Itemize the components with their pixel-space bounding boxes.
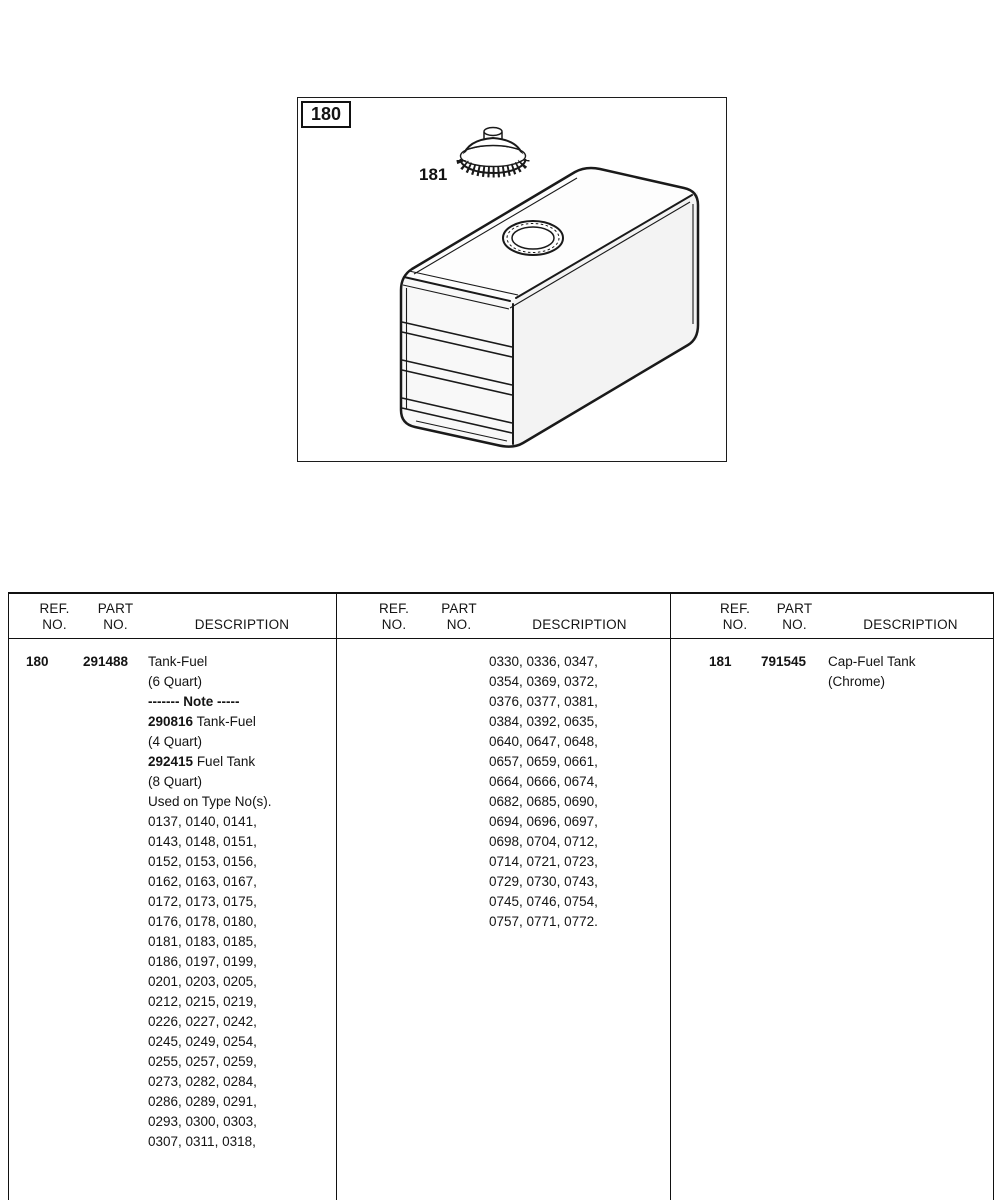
type-number-line: 0293, 0300, 0303,	[148, 1114, 257, 1129]
description-line: (6 Quart)	[148, 674, 203, 689]
note-line: ------- Note -----	[148, 694, 240, 709]
part-name-inline: Tank-Fuel	[193, 714, 256, 729]
header-description: DESCRIPTION	[194, 617, 290, 632]
type-number-line: 0186, 0197, 0199,	[148, 954, 257, 969]
type-number-line: 0172, 0173, 0175,	[148, 894, 257, 909]
table-column-1	[9, 594, 337, 1200]
parts-diagram-panel	[297, 97, 727, 462]
header-part-line2: NO.	[782, 617, 807, 632]
header-ref-line1: REF.	[719, 601, 751, 616]
description-line: (8 Quart)	[148, 774, 203, 789]
parts-table	[8, 592, 994, 1200]
table-column-2	[337, 594, 671, 1200]
type-number-line: 0682, 0685, 0690,	[489, 794, 598, 809]
table-header	[9, 594, 336, 639]
description-line: (4 Quart)	[148, 734, 203, 749]
header-part-line2: NO.	[446, 617, 472, 632]
description-cell	[148, 652, 336, 1152]
description-line	[148, 752, 332, 772]
header-ref-line2: NO.	[42, 617, 67, 632]
fuel-tank-body	[401, 166, 698, 449]
part-no-cell: 291488	[83, 654, 129, 669]
fuel-tank-illustration	[298, 98, 728, 463]
type-number-line: 0181, 0183, 0185,	[148, 934, 257, 949]
type-number-line: 0226, 0227, 0242,	[148, 1014, 257, 1029]
type-number-line: 0212, 0215, 0219,	[148, 994, 257, 1009]
header-description: DESCRIPTION	[863, 617, 958, 632]
type-number-line: 0330, 0336, 0347,	[489, 654, 598, 669]
fuel-cap	[460, 128, 526, 175]
table-entry-180	[9, 639, 336, 1152]
type-number-line: 0137, 0140, 0141,	[148, 814, 257, 829]
type-number-line: 0286, 0289, 0291,	[148, 1094, 257, 1109]
ref-no-cell: 181	[709, 654, 732, 669]
type-number-line: 0384, 0392, 0635,	[489, 714, 598, 729]
type-number-line: 0255, 0257, 0259,	[148, 1054, 257, 1069]
description-line: Tank-Fuel	[148, 654, 208, 669]
ref-no-cell: 180	[26, 654, 49, 669]
description-line: (Chrome)	[828, 674, 886, 689]
header-part-no	[429, 601, 489, 633]
filler-neck	[503, 221, 563, 255]
type-number-line: 0176, 0178, 0180,	[148, 914, 257, 929]
type-number-line: 0729, 0730, 0743,	[489, 874, 598, 889]
part-name-inline: Fuel Tank	[193, 754, 256, 769]
header-ref-no	[26, 601, 83, 633]
type-number-line: 0376, 0377, 0381,	[489, 694, 598, 709]
type-number-line: 0354, 0369, 0372,	[489, 674, 598, 689]
header-ref-line1: REF.	[378, 601, 410, 616]
type-number-line: 0640, 0647, 0648,	[489, 734, 598, 749]
part-number-inline: 290816	[148, 714, 194, 729]
description-cell	[489, 652, 670, 932]
type-number-line: 0745, 0746, 0754,	[489, 894, 598, 909]
table-entry-181	[671, 639, 993, 692]
type-number-line: 0714, 0721, 0723,	[489, 854, 598, 869]
type-number-line: 0152, 0153, 0156,	[148, 854, 257, 869]
header-part-line1: PART	[97, 601, 134, 616]
type-number-line: 0143, 0148, 0151,	[148, 834, 257, 849]
type-number-line: 0694, 0696, 0697,	[489, 814, 598, 829]
type-number-line: 0245, 0249, 0254,	[148, 1034, 257, 1049]
type-number-line: 0201, 0203, 0205,	[148, 974, 257, 989]
type-number-line: 0757, 0771, 0772.	[489, 914, 598, 929]
header-part-line2: NO.	[103, 617, 128, 632]
part-no-cell: 791545	[761, 654, 807, 669]
table-header	[337, 594, 670, 639]
type-number-line: 0273, 0282, 0284,	[148, 1074, 257, 1089]
part-number-inline: 292415	[148, 754, 194, 769]
type-number-line: 0657, 0659, 0661,	[489, 754, 598, 769]
header-part-no	[83, 601, 148, 633]
type-number-line: 0307, 0311, 0318,	[148, 1134, 256, 1149]
header-part-line1: PART	[441, 601, 477, 616]
header-ref-no	[709, 601, 761, 633]
description-cell	[828, 652, 993, 692]
diagram-ref-number-box: 180	[301, 101, 351, 128]
type-number-list	[148, 812, 332, 1152]
description-line	[148, 712, 332, 732]
header-ref-line1: REF.	[39, 601, 70, 616]
header-ref-line2: NO.	[381, 617, 407, 632]
type-number-line: 0664, 0666, 0674,	[489, 774, 598, 789]
type-number-list	[489, 652, 666, 932]
used-on-label: Used on Type No(s).	[148, 794, 272, 809]
header-part-no	[761, 601, 828, 633]
header-ref-line2: NO.	[722, 617, 748, 632]
table-header	[671, 594, 993, 639]
header-ref-no	[359, 601, 429, 633]
cap-ref-label: 181	[419, 165, 448, 184]
type-number-line: 0162, 0163, 0167,	[148, 874, 257, 889]
table-column-3	[671, 594, 993, 1200]
header-description: DESCRIPTION	[532, 617, 627, 632]
description-line: Cap-Fuel Tank	[828, 654, 916, 669]
table-entry-continued	[337, 639, 670, 932]
header-part-line1: PART	[776, 601, 813, 616]
type-number-line: 0698, 0704, 0712,	[489, 834, 598, 849]
